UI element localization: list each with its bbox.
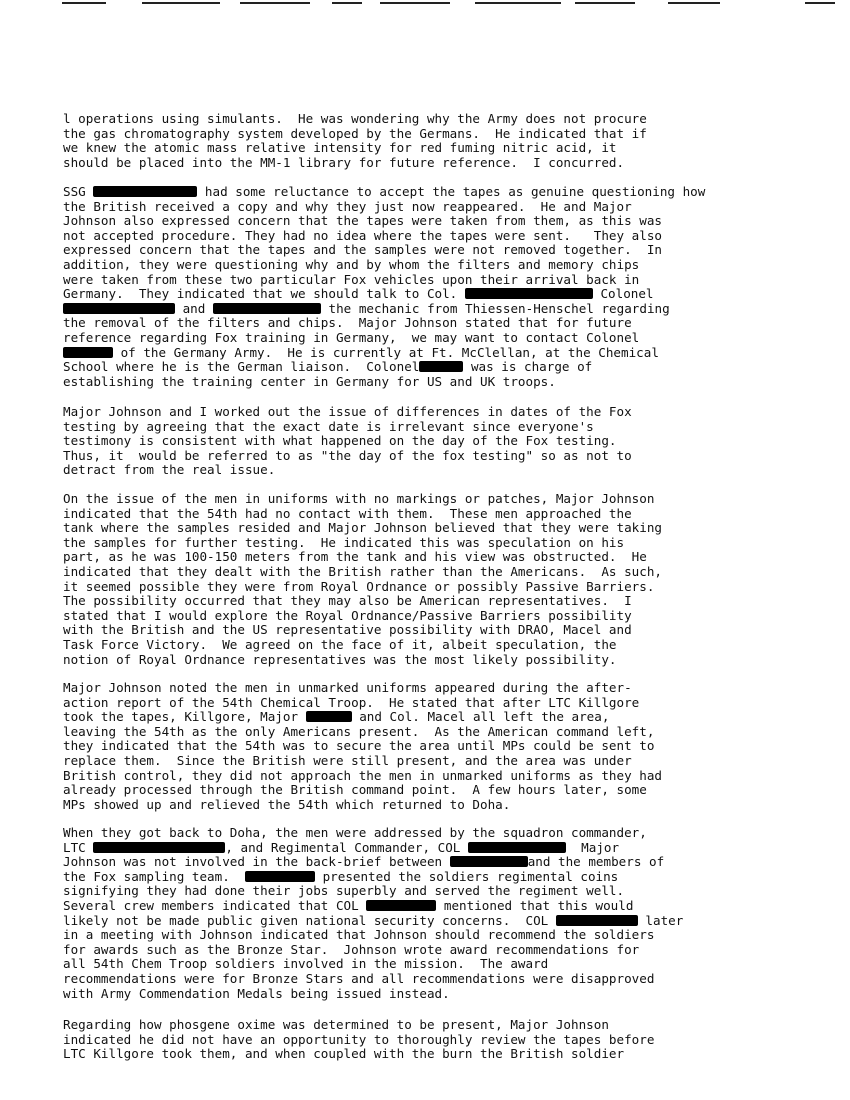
text-segment: When they got back to Doha, the men were addressed by the squadron commander, — [63, 825, 647, 840]
text-line — [63, 972, 763, 987]
text-segment: had some reluctance to accept the tapes as genuine questioning how — [197, 184, 706, 199]
text-segment: leaving the 54th as the only Americans present. As the American command left, — [63, 723, 655, 739]
text-line — [63, 463, 763, 478]
text-segment: Johnson also expressed concern that the tapes were taken from them, as this was — [63, 213, 662, 229]
text-line — [63, 943, 763, 958]
text-segment: stated that I would explore the Royal Ordnance/Passive Barriers possibility — [63, 607, 632, 623]
text-segment: the Fox sampling team. — [63, 868, 245, 884]
scan-artifact-line — [805, 2, 835, 4]
text-segment: in a meeting with Johnson indicated that Johnson should recommend the soldiers — [63, 927, 655, 943]
scan-artifact-line — [332, 2, 362, 4]
text-segment: indicated that the 54th had no contact with them. These men approached the — [63, 505, 632, 521]
text-segment: the samples for further testing. He indicated this was speculation on his — [63, 534, 625, 550]
text-segment: The possibility occurred that they may also be American representatives. I — [63, 593, 632, 609]
text-segment: notion of Royal Ordnance representatives was the most likely possibility. — [63, 651, 617, 667]
text-segment: for awards such as the Bronze Star. Johnson wrote award recommendations for — [63, 941, 640, 957]
text-line — [63, 681, 763, 696]
paragraph — [63, 1018, 763, 1062]
text-segment: MPs showed up and relieved the 54th which returned to Doha. — [63, 796, 511, 812]
text-segment: should be placed into the MM-1 library for future reference. I concurred. — [63, 154, 625, 170]
text-line — [63, 360, 763, 375]
text-segment: British control, they did not approach the men in unmarked uniforms as they had — [63, 767, 662, 783]
text-segment: not accepted procedure. They had no idea where the tapes were sent. They also — [63, 227, 662, 243]
text-segment: and the members of — [527, 854, 665, 870]
text-segment: School where he is the German liaison. Colonel — [63, 359, 420, 375]
text-segment: the gas chromatography system developed by the Germans. He indicated that if — [63, 125, 647, 141]
text-segment: Regarding how phosgene oxime was determined to be present, Major Johnson — [63, 1017, 609, 1032]
text-line — [63, 638, 763, 653]
text-line — [63, 507, 763, 522]
scan-artifact-line — [575, 2, 635, 4]
text-line — [63, 449, 763, 464]
text-line — [63, 156, 763, 171]
redaction-bar — [93, 842, 225, 853]
text-line — [63, 141, 763, 156]
text-segment: later — [637, 912, 684, 928]
text-segment: reference regarding Fox training in Germany, we may want to contact Colonel — [63, 329, 640, 345]
text-segment: recommendations were for Bronze Stars and all recommendations were disapproved — [63, 970, 655, 986]
text-line — [63, 1018, 763, 1033]
paragraph — [63, 405, 763, 478]
paragraph — [63, 112, 763, 170]
text-segment: Task Force Victory. We agreed on the face of it, albeit speculation, the — [63, 636, 617, 652]
text-line — [63, 550, 763, 565]
text-line — [63, 826, 763, 841]
text-line — [63, 609, 763, 624]
redaction-bar — [93, 186, 197, 197]
text-segment: On the issue of the men in uniforms with no markings or patches, Major Johnson — [63, 491, 655, 506]
scan-artifact-line — [475, 2, 561, 4]
text-line — [63, 580, 763, 595]
text-line — [63, 594, 763, 609]
text-line — [63, 928, 763, 943]
text-line — [63, 405, 763, 420]
text-segment: l operations using simulants. He was wondering why the Army does not procure — [63, 111, 647, 126]
text-line — [63, 899, 763, 914]
text-line — [63, 214, 763, 229]
text-line — [63, 258, 763, 273]
text-line — [63, 434, 763, 449]
redaction-bar — [63, 347, 113, 358]
text-segment: already processed through the British command point. A few hours later, some — [63, 782, 647, 798]
paragraph — [63, 826, 763, 1001]
text-line — [63, 185, 763, 200]
redaction-bar — [63, 303, 175, 314]
redaction-bar — [306, 711, 352, 722]
text-line — [63, 1047, 763, 1062]
text-segment: it seemed possible they were from Royal Ordnance or possibly Passive Barriers. — [63, 578, 655, 594]
text-line — [63, 769, 763, 784]
text-line — [63, 783, 763, 798]
redaction-bar — [556, 915, 638, 926]
redaction-bar — [213, 303, 321, 314]
text-line — [63, 653, 763, 668]
text-line — [63, 127, 763, 142]
text-line — [63, 112, 763, 127]
text-segment: and Col. Macel all left the area, — [351, 709, 610, 725]
text-line — [63, 696, 763, 711]
text-segment: LTC — [63, 839, 94, 855]
text-line — [63, 798, 763, 813]
text-segment: replace them. Since the British were still present, and the area was under — [63, 752, 632, 768]
text-line — [63, 375, 763, 390]
text-segment: indicated he did not have an opportunity to thoroughly review the tapes before — [63, 1031, 655, 1047]
text-line — [63, 243, 763, 258]
text-segment: Major — [565, 839, 620, 855]
text-line — [63, 420, 763, 435]
text-line — [63, 536, 763, 551]
text-segment: detract from the real issue. — [63, 462, 276, 478]
text-segment: took the tapes, Killgore, Major — [63, 709, 306, 725]
text-segment: with Army Commendation Medals being issued instead. — [63, 985, 450, 1001]
text-segment: they indicated that the 54th was to secure the area until MPs could be sent to — [63, 738, 655, 754]
text-segment: Major Johnson and I worked out the issue of differences in dates of the Fox — [63, 404, 632, 419]
text-segment: the British received a copy and why they just now reappeared. He and Major — [63, 198, 632, 214]
text-segment: Several crew members indicated that COL — [63, 897, 367, 913]
text-segment: Colonel — [592, 286, 654, 302]
text-segment: was is charge of — [463, 359, 593, 375]
text-line — [63, 914, 763, 929]
text-segment: part, as he was 100-150 meters from the tank and his view was obstructed. He — [63, 549, 647, 565]
scan-artifact-line — [380, 2, 450, 4]
text-segment: and — [175, 300, 213, 316]
text-line — [63, 229, 763, 244]
redaction-bar — [450, 856, 528, 867]
text-line — [63, 273, 763, 288]
text-segment: SSG — [63, 184, 94, 199]
paragraph — [63, 492, 763, 667]
text-segment: establishing the training center in Germany for US and UK troops. — [63, 373, 556, 389]
text-line — [63, 739, 763, 754]
text-line — [63, 331, 763, 346]
text-line — [63, 725, 763, 740]
text-line — [63, 492, 763, 507]
text-segment: , and Regimental Commander, COL — [225, 839, 468, 855]
text-line — [63, 200, 763, 215]
text-line — [63, 623, 763, 638]
text-segment: likely not be made public given national security concerns. COL — [63, 912, 556, 928]
text-line — [63, 1033, 763, 1048]
text-segment: presented the soldiers regimental coins — [314, 868, 619, 884]
text-segment: Thus, it would be referred to as "the day of the fox testing" so as not to — [63, 447, 632, 463]
text-segment: mentioned that this would — [436, 897, 634, 913]
text-line — [63, 754, 763, 769]
text-segment: we knew the atomic mass relative intensity for red fuming nitric acid, it — [63, 140, 617, 156]
text-segment: testimony is consistent with what happened on the day of the Fox testing. — [63, 433, 617, 449]
redaction-bar — [245, 871, 315, 882]
text-segment: tank where the samples resided and Major Johnson believed that they were taking — [63, 520, 662, 536]
text-line — [63, 957, 763, 972]
text-segment: all 54th Chem Troop soldiers involved in the mission. The award — [63, 956, 549, 972]
text-line — [63, 987, 763, 1002]
scan-artifact-line — [240, 2, 310, 4]
text-line — [63, 316, 763, 331]
scan-artifact-line — [668, 2, 720, 4]
text-line — [63, 884, 763, 899]
text-line — [63, 287, 763, 302]
paragraph — [63, 681, 763, 812]
text-segment: Johnson was not involved in the back-brief between — [63, 854, 450, 870]
redaction-bar — [419, 361, 463, 372]
text-line — [63, 346, 763, 361]
text-line — [63, 521, 763, 536]
scan-artifact-line — [142, 2, 220, 4]
text-segment: signifying they had done their jobs superbly and served the regiment well. — [63, 883, 625, 899]
text-segment: with the British and the US representative possibility with DRAO, Macel and — [63, 622, 632, 638]
text-segment: Major Johnson noted the men in unmarked uniforms appeared during the after- — [63, 680, 632, 695]
redaction-bar — [366, 900, 436, 911]
text-line — [63, 855, 763, 870]
text-segment: the mechanic from Thiessen-Henschel regarding — [320, 300, 670, 316]
text-segment: expressed concern that the tapes and the samples were not removed together. In — [63, 242, 662, 258]
text-line — [63, 302, 763, 317]
scan-artifact-line — [62, 2, 106, 4]
text-segment: of the Germany Army. He is currently at Ft. McClellan, at the Chemical — [113, 344, 659, 360]
paragraph — [63, 185, 763, 389]
text-segment: the removal of the filters and chips. Major Johnson stated that for future — [63, 315, 632, 331]
text-segment: were taken from these two particular Fox vehicles upon their arrival back in — [63, 271, 640, 287]
redaction-bar — [468, 842, 566, 853]
text-line — [63, 870, 763, 885]
text-line — [63, 565, 763, 580]
text-segment: addition, they were questioning why and by whom the filters and memory chips — [63, 256, 640, 272]
text-segment: LTC Killgore took them, and when coupled with the burn the British soldier — [63, 1046, 625, 1062]
text-segment: testing by agreeing that the exact date is irrelevant since everyone's — [63, 418, 594, 434]
text-segment: Germany. They indicated that we should talk to Col. — [63, 286, 465, 302]
text-line — [63, 841, 763, 856]
redaction-bar — [465, 288, 593, 299]
text-line — [63, 710, 763, 725]
text-segment: action report of the 54th Chemical Troop. He stated that after LTC Killgore — [63, 694, 640, 710]
text-segment: indicated that they dealt with the British rather than the Americans. As such, — [63, 563, 662, 579]
